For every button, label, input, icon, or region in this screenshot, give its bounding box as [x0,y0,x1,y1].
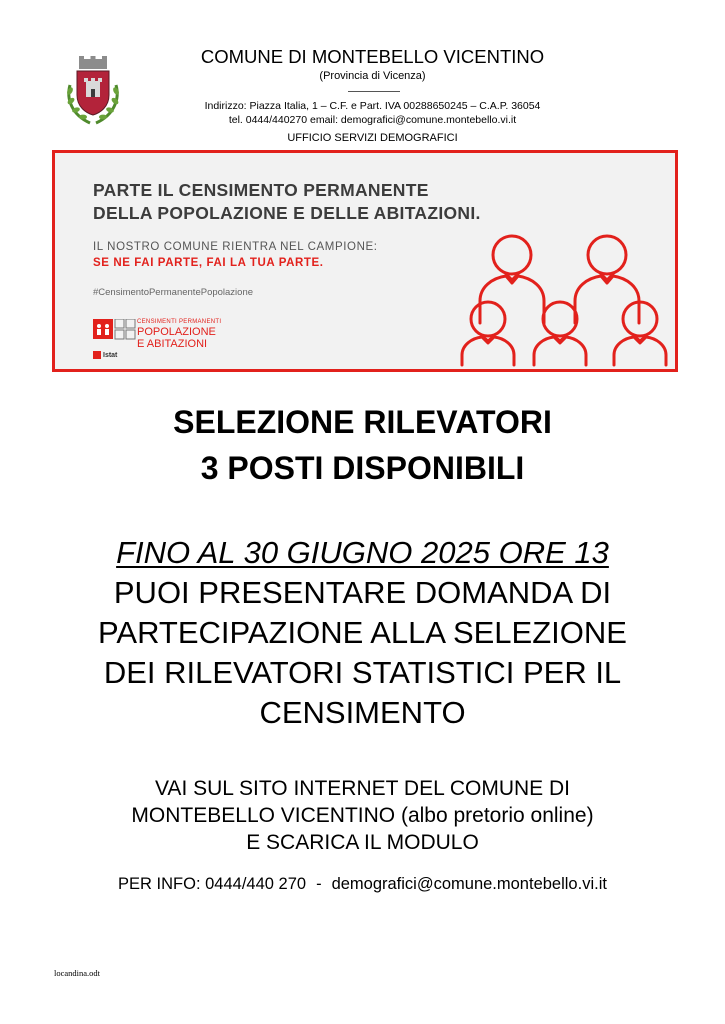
info-separator: - [316,875,322,893]
address-line: Indirizzo: Piazza Italia, 1 – C.F. e Part. IVA 00288650245 – C.A.P. 36054 [204,100,541,112]
body-line-2: PARTECIPAZIONE ALLA SELEZIONE [98,615,627,650]
deadline-text: FINO AL 30 GIUGNO 2025 ORE 13 [116,535,609,570]
info-email: demografici@comune.montebello.vi.it [331,875,607,893]
footer-filename: locandina.odt [54,968,101,978]
body-line-1: PUOI PRESENTARE DOMANDA DI [113,575,612,610]
logo-title-line2: E ABITAZIONI [137,338,208,350]
banner-headline-line2: DELLA POPOLAZIONE E DELLE ABITAZIONI. [93,203,481,223]
logo-title-line1: POPOLAZIONE [137,326,216,338]
banner-subline: IL NOSTRO COMUNE RIENTRA NEL CAMPIONE: [93,241,378,253]
visit-line-1: VAI SUL SITO INTERNET DEL COMUNE DI [154,777,571,800]
census-banner [52,150,678,372]
banner-slogan: SE NE FAI PARTE, FAI LA TUA PARTE. [93,257,324,269]
banner-hashtag: #CensimentoPermanentePopolazione [93,287,254,298]
visit-line-3: E SCARICA IL MODULO [246,831,479,854]
contacts-line: tel. 0444/440270 email: demografici@comune.montebello.vi.it [228,114,517,126]
banner-headline-line1: PARTE IL CENSIMENTO PERMANENTE [93,180,429,200]
body-line-3: DEI RILEVATORI STATISTICI PER IL [103,655,622,690]
header-divider [348,91,400,92]
office-name: UFFICIO SERVIZI DEMOGRAFICI [287,132,458,144]
selection-heading: SELEZIONE RILEVATORI [173,404,552,440]
body-line-4: CENSIMENTO [259,695,466,730]
visit-line-2: MONTEBELLO VICENTINO (albo pretorio online) [131,804,594,827]
people-group-icon [460,231,672,367]
municipal-crest-icon [64,55,122,127]
info-phone: PER INFO: 0444/440 270 [118,875,307,893]
logo-caption: CENSIMENTI PERMANENTI [137,319,222,325]
positions-heading: 3 POSTI DISPONIBILI [200,450,525,486]
istat-label: Istat [103,352,118,359]
province-label: (Provincia di Vicenza) [319,70,426,82]
info-line [0,875,725,894]
municipality-name: COMUNE DI MONTEBELLO VICENTINO [200,46,545,67]
